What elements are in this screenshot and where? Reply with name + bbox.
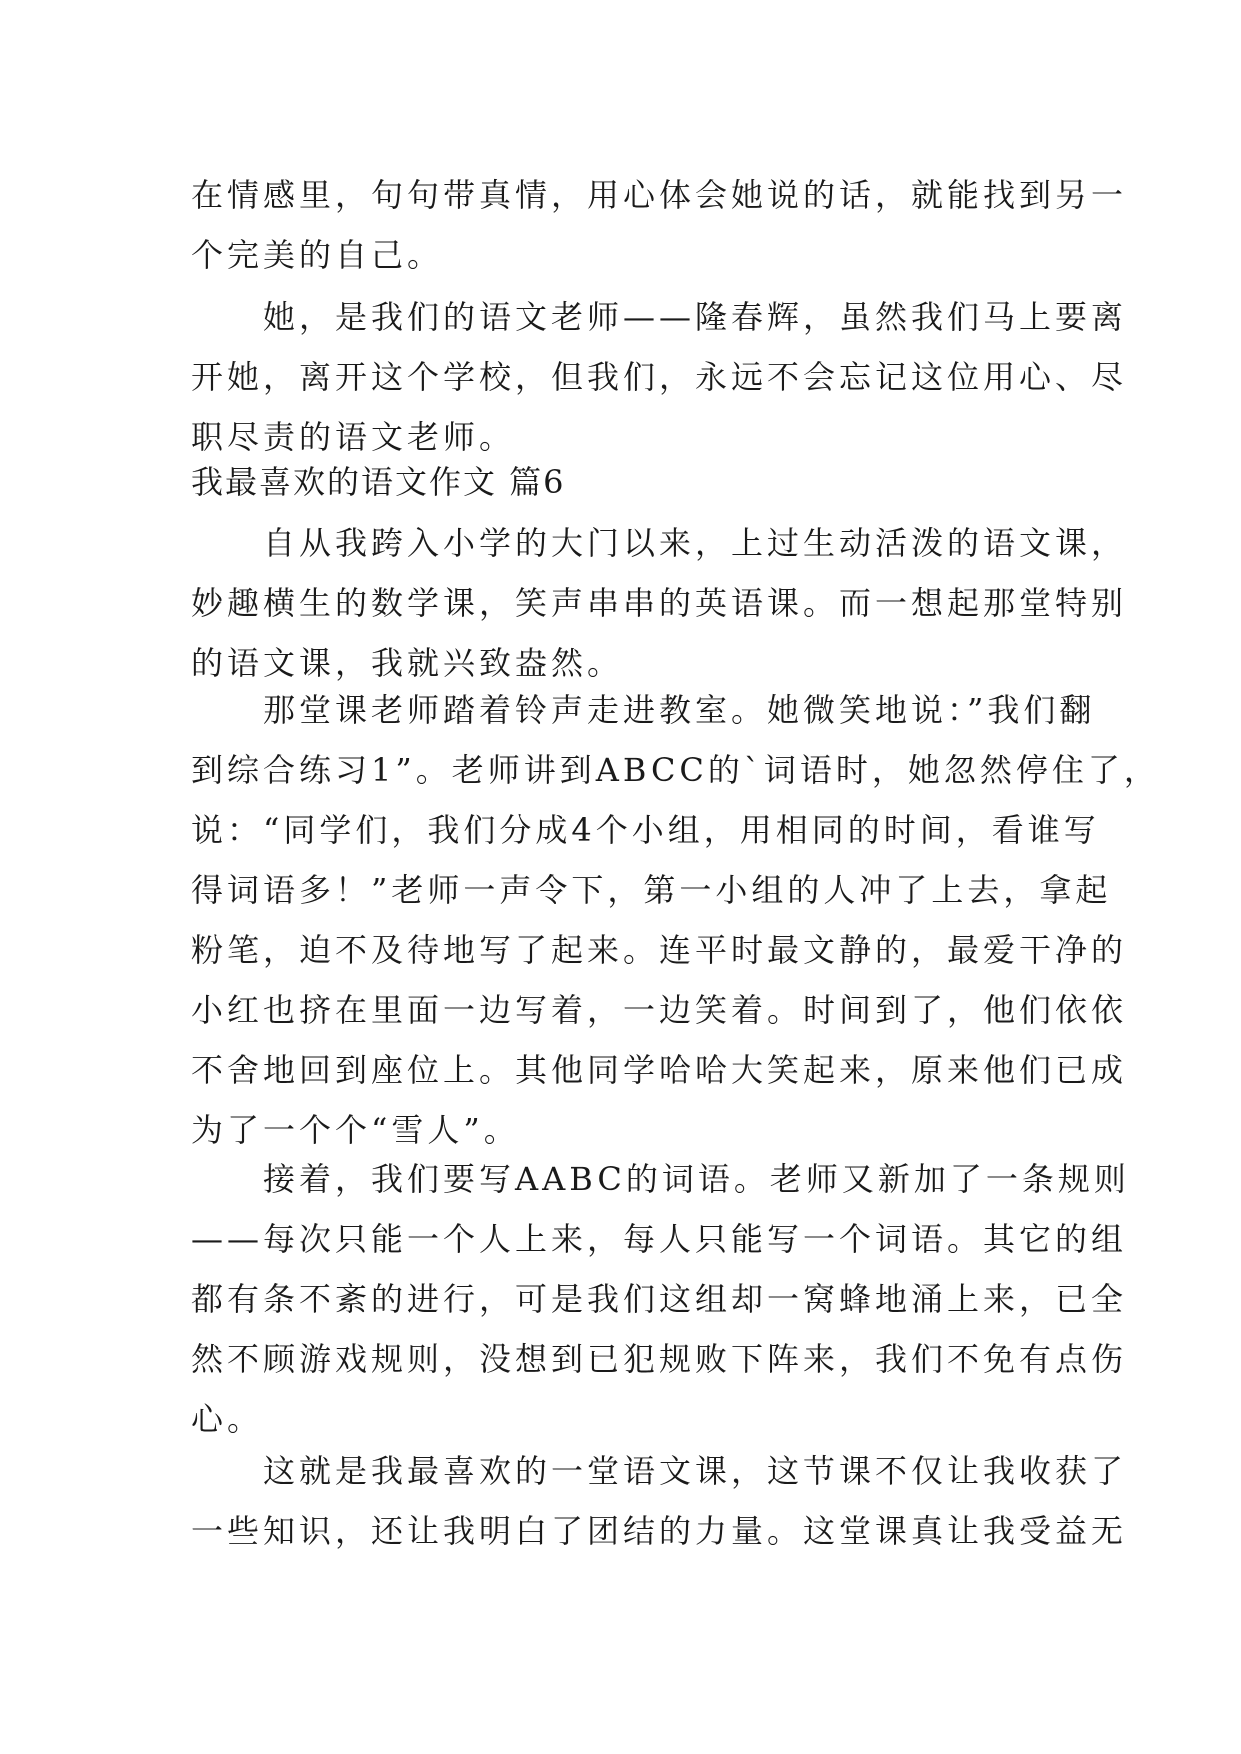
text-line: 说：“同学们，我们分成4个小组，用相同的时间，看谁写 [191,811,1100,849]
paragraph-intro-end [191,165,1128,285]
text-line: 到综合练习1”。老师讲到ABCC的`词语时，她忽然停住了， [191,751,1160,789]
text-line: 开她，离开这个学校，但我们，永远不会忘记这位用心、尽 [191,358,1128,396]
text-line: 为了一个个“雪人”。 [191,1111,520,1149]
text-line: 心。 [191,1400,264,1438]
text-line: 职尽责的语文老师。 [191,418,516,456]
text-line: 的语文课，我就兴致盎然。 [191,644,624,682]
text-line: 一些知识，还让我明白了团结的力量。这堂课真让我受益无 [191,1512,1128,1550]
text-line: ——每次只能一个人上来，每人只能写一个词语。其它的组 [191,1220,1128,1258]
paragraph-class-story [191,680,1160,1160]
paragraph-rules [191,1149,1130,1449]
paragraph-opening [191,513,1128,693]
heading-text: 我最喜欢的语文作文 篇6 [191,463,566,501]
text-line: 接着，我们要写AABC的词语。老师又新加了一条规则 [191,1160,1130,1198]
text-line: 妙趣横生的数学课，笑声串串的英语课。而一想起那堂特别 [191,584,1128,622]
text-line: 然不顾游戏规则，没想到已犯规败下阵来，我们不免有点伤 [191,1340,1128,1378]
text-line: 她，是我们的语文老师——隆春辉，虽然我们马上要离 [191,298,1128,336]
text-line: 个完美的自己。 [191,236,444,274]
text-line: 这就是我最喜欢的一堂语文课，这节课不仅让我收获了 [191,1452,1128,1490]
text-line: 粉笔，迫不及待地写了起来。连平时最文静的，最爱干净的 [191,931,1128,969]
text-line: 得词语多！”老师一声令下，第一小组的人冲了上去，拿起 [191,871,1112,909]
text-line: 那堂课老师踏着铃声走进教室。她微笑地说：”我们翻 [191,691,1096,729]
paragraph-conclusion [191,1441,1128,1561]
text-line: 小红也挤在里面一边写着，一边笑着。时间到了，他们依依 [191,991,1128,1029]
text-line: 自从我跨入小学的大门以来，上过生动活泼的语文课， [191,524,1128,562]
text-line: 都有条不紊的进行，可是我们这组却一窝蜂地涌上来，已全 [191,1280,1128,1318]
section-heading [191,452,1055,514]
paragraph-teacher [191,287,1128,467]
text-line: 在情感里，句句带真情，用心体会她说的话，就能找到另一 [191,176,1128,214]
text-line: 不舍地回到座位上。其他同学哈哈大笑起来，原来他们已成 [191,1051,1128,1089]
